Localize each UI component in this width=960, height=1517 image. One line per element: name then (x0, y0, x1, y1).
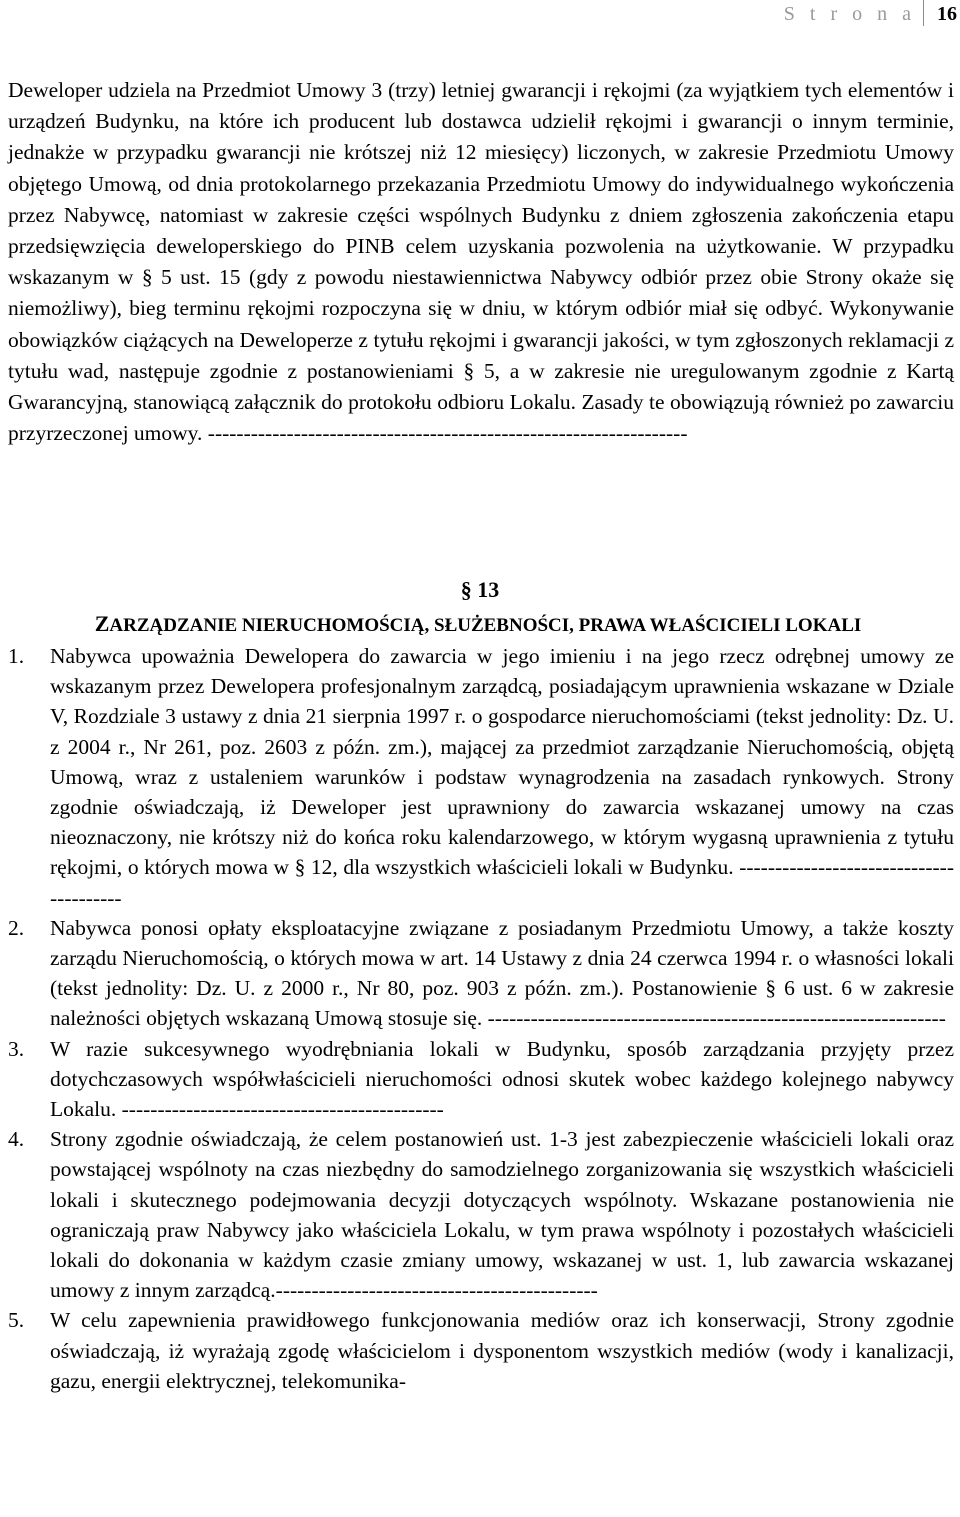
list-item-text: Nabywca ponosi opłaty eksploatacyjne związane z posiadanym Przedmiotu Umowy, a także koszty zarządu Nieruchomością, o których mowa w art. 14 Ustawy z dnia 24 czerwca 1994 r. o własności lokali (tekst jednolity: Dz. U. z 2000 r., Nr 80, poz. 903 z późn. zm.). Postanowienie § 6 ust. 6 w zakresie należności objętych wskazaną Umową stosuje się. ---------------------------------------------------------------- (50, 915, 954, 1031)
page-header (0, 0, 960, 26)
list-item-number: 3. (8, 1036, 25, 1061)
header-divider (923, 0, 924, 26)
intro-section (8, 75, 954, 449)
list-item-text: W celu zapewnienia prawidłowego funkcjonowania mediów oraz ich konserwacji, Strony zgodnie oświadczają, iż wyrażają zgodę właścicielom i dysponentom wszystkich mediów (wody i kanalizacji, gazu, energii elektrycznej, telekomunika- (50, 1308, 954, 1393)
list-item-number: 2. (8, 915, 25, 940)
list-item (8, 1124, 954, 1305)
list-item (8, 641, 954, 913)
section-heading: § 13 (460, 577, 500, 602)
list-item (8, 913, 954, 1034)
list-item-text: Strony zgodnie oświadczają, że celem postanowień ust. 1-3 jest zabezpieczenie właścicieli lokali oraz powstającej wspólnoty na czas niezbędny do samodzielnego zorganizowania się wszystkich właścicieli lokali i skutecznego podejmowania decyzji dotyczących wspólnoty. Wskazane postanowienia nie ograniczają praw Nabywcy jako właściciela Lokalu, w tym prawa wspólnoty i pozostałych właścicieli lokali do dokonania w każdym czasie zmiany umowy, wskazanej w ust. 1, lub zawarcia wskazanej umowy z innym zarządcą.--------------------------------------------- (50, 1127, 954, 1303)
list-item-number: 1. (8, 644, 25, 668)
section-title (8, 610, 948, 640)
list-item-text: W razie sukcesywnego wyodrębniania lokali w Budynku, sposób zarządzania przyjęty przez dotychczasowych współwłaścicieli nieruchomości odnosi skutek wobec każdego kolejnego nabywcy Lokalu. --------------------------------------------- (50, 1036, 954, 1122)
list-item-number: 5. (8, 1308, 25, 1333)
page-label: S t r o n a (783, 3, 916, 25)
list-item-number: 4. (8, 1127, 25, 1152)
section-title-initial: Z (94, 611, 110, 636)
intro-paragraph: Deweloper udziela na Przedmiot Umowy 3 (trzy) letniej gwarancji i rękojmi (za wyjątkiem tych elementów i urządzeń Budynku, na które ich producent lub dostawca udzielił rękojmi i gwarancji o innym terminie, jednakże w przypadku gwarancji nie krótszej niż 12 miesięcy) liczonych, w zakresie Przedmiotu Umowy objętego Umową, od dnia protokolarnego przekazania Przedmiotu Umowy do indywidualnego wykończenia przez Nabywcę, natomiast w zakresie części wspólnych Budynku z dniem zgłoszenia zakończenia etapu przedsięwzięcia deweloperskiego do PINB celem uzyskania pozwolenia na użytkowanie. W przypadku wskazanym w § 5 ust. 15 (gdy z powodu niestawiennictwa Nabywcy odbiór przez obie Strony okaże się niemożliwy), bieg terminu rękojmi rozpoczyna się w dniu, w którym odbiór miał się odbyć. Wykonywanie obowiązków ciążących na Deweloperze z tytułu rękojmi i gwarancji jakości, w tym zgłoszonych reklamacji z tytułu wad, następuje zgodnie z postanowieniami § 5, a w zakresie nie uregulowanym zgodnie z Kartą Gwarancyjną, stanowiącą załącznik do protokołu odbioru Lokalu. Zasady te obowiązują również po zawarciu przyrzeczonej umowy. ------------------------------------------------------------------- (8, 78, 954, 446)
section-title-rest: ARZĄDZANIE NIERUCHOMOŚCIĄ, SŁUŻEBNOŚCI, PRAWA WŁAŚCICIELI LOKALI (109, 615, 862, 636)
list-item (8, 1305, 954, 1396)
page-number: 16 (937, 3, 957, 25)
numbered-list (8, 641, 954, 1396)
list-item (8, 1034, 954, 1125)
list-item-text: Nabywca upoważnia Dewelopera do zawarcia w jego imieniu i na jego rzecz odrębnej umowy ze wskazanym przez Dewelopera profesjonalnym zarządcą, posiadającym uprawnienia wskazane w Dziale V, Rozdziale 3 ustawy z dnia 21 sierpnia 1997 r. o gospodarce nieruchomościami (tekst jednolity: Dz. U. z 2004 r., Nr 261, poz. 2603 z późn. zm.), mającej za przedmiot zarządzanie Nieruchomością, objętą Umową, wraz z ustaleniem warunków i podstaw wynagrodzenia na zasadach rynkowych. Strony zgodnie oświadczają, iż Deweloper jest uprawniony do zawarcia wskazanej umowy na czas nieoznaczony, nie krótszy niż do końca roku kalendarzowego, w którym wygasną uprawnienia z tytułu rękojmi, o których mowa w § 12, dla wszystkich właścicieli lokali w Budynku. ---------------------------------------- (50, 644, 954, 910)
